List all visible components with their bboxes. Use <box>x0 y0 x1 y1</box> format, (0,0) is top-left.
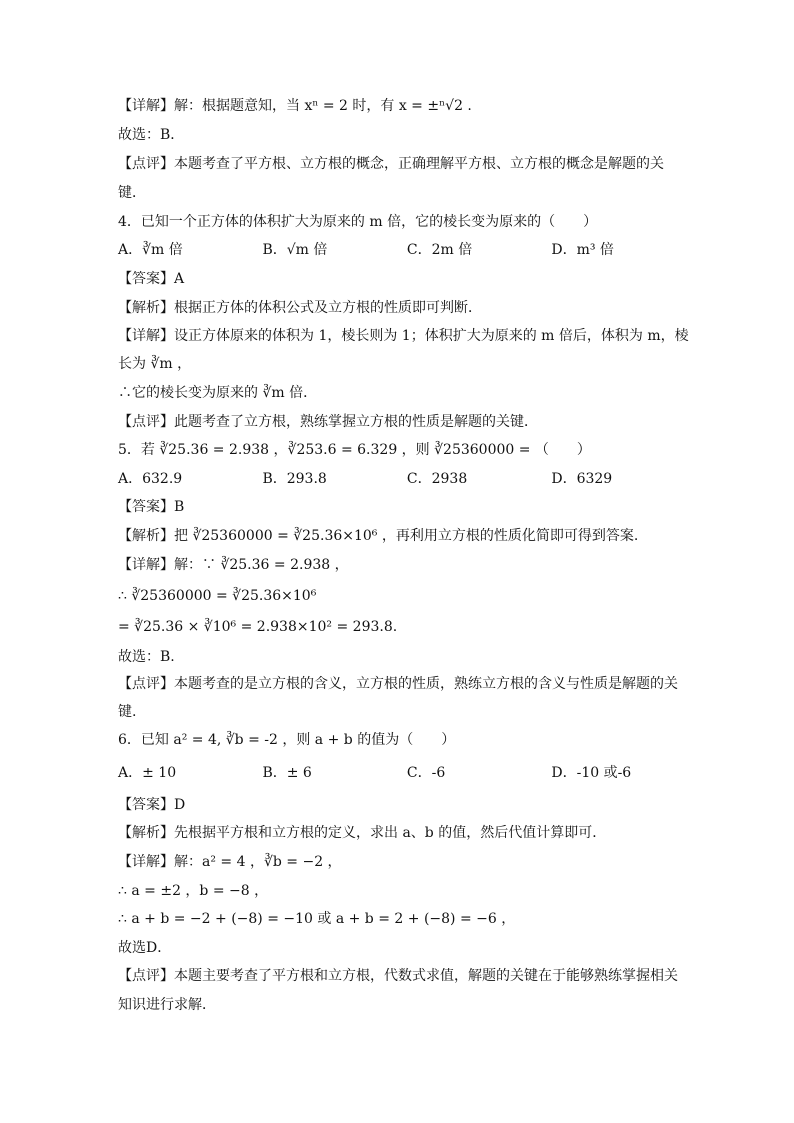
question-4: 4．已知一个正方体的体积扩大为原来的 m 倍，它的棱长变为原来的（ ） <box>118 214 598 230</box>
detail-5-line-2: ∴ ∛25360000 = ∛25.36×10⁶ <box>118 588 317 604</box>
answer-4: 【答案】A <box>118 271 185 287</box>
answer-6: 【答案】D <box>118 797 186 813</box>
comment-5-line-1: 【点评】本题考查的是立方根的含义，立方根的性质，熟练立方根的含义与性质是解题的关 <box>118 676 678 692</box>
choice-6: 故选D． <box>118 940 172 956</box>
analysis-4: 【解析】根据正方体的体积公式及立方根的性质即可判断． <box>118 300 482 316</box>
detail-line-q3: 【详解】解：根据题意知，当 xⁿ = 2 时，有 x = ±ⁿ√2 . <box>118 98 472 114</box>
answer-5: 【答案】B <box>118 499 185 515</box>
question-5: 5．若 ∛25.36 = 2.938 ，∛253.6 = 6.329 ，则 ∛25360000 = （ ） <box>118 442 591 458</box>
option-a: A．± 10 <box>118 765 177 781</box>
detail-4-line-1: 【详解】设正方体原来的体积为 1，棱长则为 1；体积扩大为原来的 m 倍后，体积为 m，棱 <box>118 328 689 344</box>
question-6: 6．已知 a² = 4, ∛b = -2 ，则 a + b 的值为（ ） <box>118 732 456 748</box>
option-d: D．m³ 倍 <box>551 242 614 258</box>
analysis-6: 【解析】先根据平方根和立方根的定义，求出 a、b 的值，然后代值计算即可． <box>118 825 607 841</box>
option-b: B．± 6 <box>262 765 312 781</box>
comment-line-q3: 【点评】本题考查了平方根、立方根的概念，正确理解平方根、立方根的概念是解题的关 <box>118 156 664 172</box>
question-4-options <box>118 241 691 259</box>
option-b: B．293.8 <box>262 471 327 487</box>
detail-4-line-2: 长为 ∛m ， <box>118 356 192 372</box>
option-d: D．6329 <box>551 471 613 487</box>
comment-6-line-2: 知识进行求解． <box>118 997 216 1013</box>
question-6-options <box>118 764 691 782</box>
comment-line-q3-cont: 键． <box>118 185 146 201</box>
detail-5-line-3: = ∛25.36 × ∛10⁶ = 2.938×10² = 293.8. <box>118 619 398 635</box>
detail-4-line-3: ∴它的棱长变为原来的 ∛m 倍． <box>118 385 318 401</box>
option-a: A．∛m 倍 <box>118 242 183 258</box>
question-5-options <box>118 470 691 488</box>
option-a: A．632.9 <box>118 471 183 487</box>
option-d: D．-10 或-6 <box>551 765 632 781</box>
comment-4: 【点评】此题考查了立方根，熟练掌握立方根的性质是解题的关键． <box>118 414 538 430</box>
detail-5-line-1: 【详解】解：∵ ∛25.36 = 2.938 ， <box>118 557 349 573</box>
detail-6-line-2: ∴ a = ±2 ，b = −8 ， <box>118 883 269 899</box>
choice-5: 故选：B. <box>118 649 175 665</box>
option-c: C．-6 <box>406 765 446 781</box>
choice-line-q3: 故选：B． <box>118 127 185 143</box>
detail-6-line-3: ∴ a + b = −2 + (−8) = −10 或 a + b = 2 + (−8) = −6 ， <box>118 911 516 927</box>
comment-6-line-1: 【点评】本题主要考查了平方根和立方根，代数式求值，解题的关键在于能够熟练掌握相关 <box>118 968 678 984</box>
comment-5-line-2: 键. <box>118 704 137 720</box>
option-b: B．√m 倍 <box>262 242 328 258</box>
detail-6-line-1: 【详解】解：a² = 4 ，∛b = −2 ， <box>118 854 342 870</box>
analysis-5: 【解析】把 ∛25360000 = ∛25.36×10⁶ ，再利用立方根的性质化简即可得到答案. <box>118 528 639 544</box>
option-c: C．2m 倍 <box>406 242 473 258</box>
option-c: C．2938 <box>406 471 468 487</box>
